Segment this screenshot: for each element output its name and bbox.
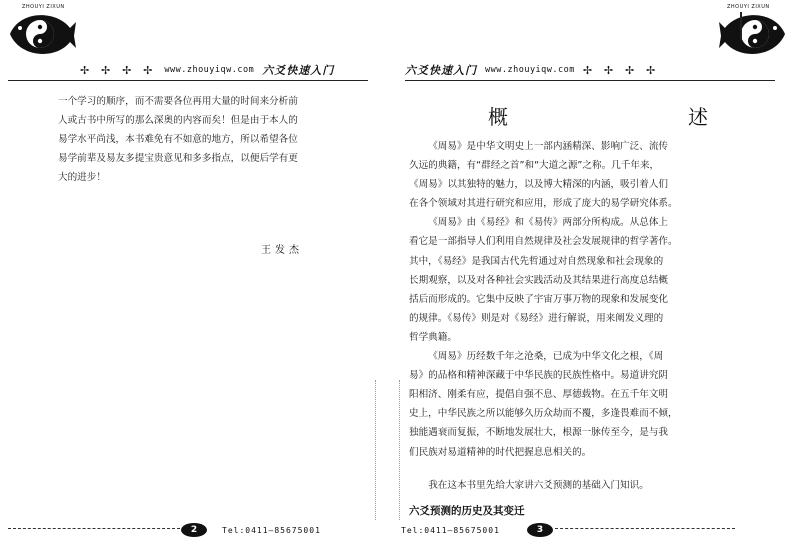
text-line: 《周易》以其独特的魅力，以及博大精深的内涵，吸引着人们 bbox=[409, 179, 669, 191]
binding-marks bbox=[375, 380, 380, 520]
author-name: 王发杰 bbox=[261, 245, 303, 256]
header-url: www.zhouyiqw.com bbox=[164, 65, 255, 75]
text-line: 其中，《易经》是我国古代先哲通过对自然现象和社会现象的 bbox=[409, 255, 664, 267]
scan-edge-mark bbox=[740, 12, 742, 40]
text-line: 《周易》历经数千年之沧桑，已成为中华文化之根，《周 bbox=[428, 351, 664, 363]
text-line: 《周易》由《易经》和《易传》两部分所构成。从总体上 bbox=[428, 217, 669, 229]
footer-tel: Tel:0411—85675001 bbox=[222, 526, 321, 535]
text-line: 我在这本书里先给大家讲六爻预测的基础入门知识。 bbox=[428, 479, 649, 491]
text-line: 大的进步！ bbox=[58, 172, 106, 184]
title-char: 概 bbox=[488, 105, 508, 129]
header-title: 六爻快速入门 bbox=[262, 64, 335, 77]
footer-rule bbox=[8, 528, 180, 529]
header-url: www.zhouyiqw.com bbox=[485, 65, 575, 75]
section-title: 六爻预测的历史及其变迁 bbox=[409, 505, 525, 517]
text-line: 看它是一部指导人们利用自然规律及社会发展规律的哲学著作。 bbox=[409, 236, 678, 248]
star-ornament-icon: ✢ ✢ ✢ ✢ bbox=[80, 63, 157, 77]
text-line: 易学水平尚浅，本书难免有不如意的地方，所以希望各位 bbox=[58, 134, 298, 146]
text-line: 久远的典籍，有“群经之首”和“大道之源”之称。几千年来， bbox=[409, 160, 660, 172]
star-ornament-icon: ✢ ✢ ✢ ✢ bbox=[582, 63, 660, 77]
text-line: 在各个领域对其进行研究和应用，形成了庞大的易学研究体系。 bbox=[409, 198, 678, 210]
logo-caption: ZHOUYI ZIXUN bbox=[22, 4, 65, 10]
body-text bbox=[58, 92, 354, 187]
text-line: 括后而形成的。它集中反映了宇宙万事万物的现象和发展变化 bbox=[409, 293, 669, 305]
body-text bbox=[409, 137, 703, 495]
text-line: 易》的品格和精神深藏于中华民族的民族性格中。易道讲究阴 bbox=[409, 370, 669, 382]
page-title bbox=[488, 101, 708, 130]
text-line: 阳相济、刚柔有应，提倡自强不息、厚德载物。在五千年文明 bbox=[409, 389, 669, 401]
text-line: 们民族对易道精神的时代把握息息相关的。 bbox=[409, 446, 592, 458]
left-page bbox=[0, 0, 396, 560]
text-line: 独能遇衰而复振，不断地发展壮大，根源一脉传至今，是与我 bbox=[409, 427, 669, 439]
page-number-badge: 3 bbox=[527, 523, 553, 537]
header-rule bbox=[405, 80, 775, 81]
binding-marks bbox=[399, 380, 404, 520]
header-bar bbox=[405, 61, 659, 79]
text-line: 哲学典籍。 bbox=[409, 331, 457, 343]
text-line: 一个学习的顺序，而不需要各位再用大量的时间来分析前 bbox=[58, 96, 298, 107]
yin-yang-fish-logo-icon bbox=[4, 4, 78, 62]
page-number-badge: 2 bbox=[181, 523, 207, 537]
header-rule bbox=[8, 80, 368, 81]
text-line: 人或古书中所写的那么深奥的内容而矣！但是由于本人的 bbox=[58, 115, 298, 127]
header-title: 六爻快速入门 bbox=[405, 64, 477, 77]
text-line: 史上，中华民族之所以能够久历众劫而不覆，多逢畏难而不倾， bbox=[409, 408, 678, 420]
right-page bbox=[397, 0, 793, 560]
yin-yang-fish-logo-icon bbox=[717, 4, 791, 62]
text-line: 易学前辈及易友多提宝贵意见和多多指点，以便后学有更 bbox=[58, 153, 298, 165]
header-bar bbox=[80, 61, 334, 79]
text-line: 的规律。《易传》则是对《易经》进行解说，用来阐发义理的 bbox=[409, 312, 664, 324]
footer-tel: Tel:0411—85675001 bbox=[401, 526, 500, 535]
logo-caption: ZHOUYI ZIXUN bbox=[727, 4, 770, 10]
title-char: 述 bbox=[688, 105, 708, 129]
text-line: 长期观察，以及对各种社会实践活动及其结果进行高度总结概 bbox=[409, 274, 669, 286]
footer-rule bbox=[555, 528, 735, 529]
text-line: 《周易》是中华文明史上一部内涵精深、影响广泛、流传 bbox=[428, 141, 669, 152]
